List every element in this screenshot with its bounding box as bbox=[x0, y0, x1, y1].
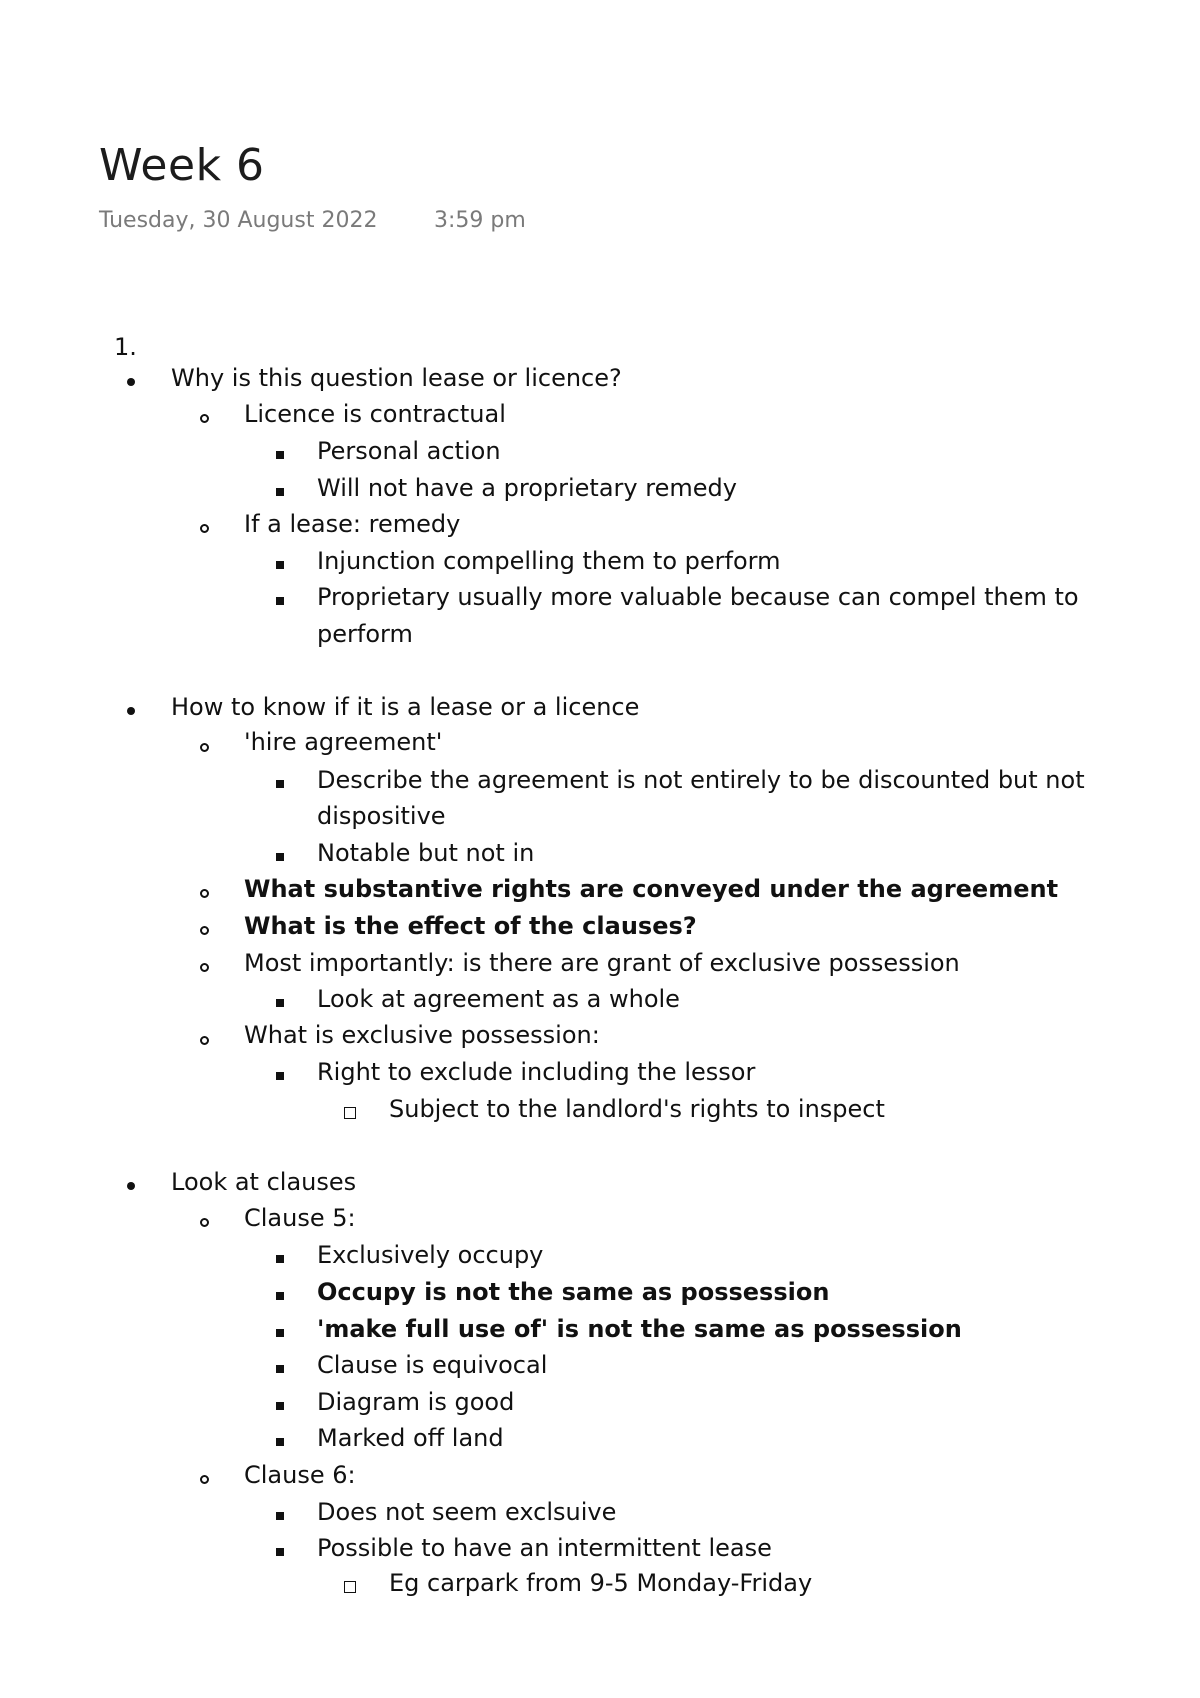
bullet-square-icon bbox=[276, 1548, 284, 1556]
bullet-circle-icon bbox=[200, 524, 209, 533]
list-item: Exclusively occupy bbox=[317, 1241, 544, 1269]
list-item: Eg carpark from 9-5 Monday-Friday bbox=[389, 1569, 813, 1597]
list-item: Describe the agreement is not entirely to be discounted but not bbox=[317, 766, 1085, 794]
bullet-circle-icon bbox=[200, 1218, 209, 1227]
bullet-circle-icon bbox=[200, 889, 209, 898]
list-item: Possible to have an intermittent lease bbox=[317, 1534, 772, 1562]
list-item: What is the effect of the clauses? bbox=[244, 912, 697, 940]
bullet-disc-icon bbox=[127, 707, 135, 715]
list-item-continuation: perform bbox=[317, 620, 413, 648]
bullet-circle-icon bbox=[200, 1036, 209, 1045]
list-item: Occupy is not the same as possession bbox=[317, 1278, 830, 1306]
bullet-disc-icon bbox=[127, 378, 135, 386]
bullet-square-icon bbox=[276, 1292, 284, 1300]
list-number: 1. bbox=[114, 333, 137, 361]
bullet-square-icon bbox=[276, 1365, 284, 1373]
list-item: Diagram is good bbox=[317, 1388, 515, 1416]
list-item: Clause 6: bbox=[244, 1461, 356, 1489]
bullet-square-icon bbox=[276, 1329, 284, 1337]
bullet-circle-icon bbox=[200, 926, 209, 935]
bullet-circle-icon bbox=[200, 743, 209, 752]
bullet-disc-icon bbox=[127, 1182, 135, 1190]
list-item: Clause is equivocal bbox=[317, 1351, 548, 1379]
list-item: Proprietary usually more valuable because can compel them to bbox=[317, 583, 1079, 611]
list-item: Clause 5: bbox=[244, 1204, 356, 1232]
bullet-circle-icon bbox=[200, 963, 209, 972]
list-item: Notable but not in bbox=[317, 839, 535, 867]
bullet-hollow-square-icon bbox=[344, 1581, 356, 1593]
list-item: What is exclusive possession: bbox=[244, 1021, 600, 1049]
bullet-square-icon bbox=[276, 1438, 284, 1446]
bullet-square-icon bbox=[276, 1512, 284, 1520]
list-item: Look at agreement as a whole bbox=[317, 985, 680, 1013]
list-item: Will not have a proprietary remedy bbox=[317, 474, 737, 502]
list-item: Why is this question lease or licence? bbox=[171, 364, 622, 392]
bullet-square-icon bbox=[276, 999, 284, 1007]
page-date: Tuesday, 30 August 2022 bbox=[99, 208, 378, 233]
bullet-square-icon bbox=[276, 853, 284, 861]
list-item: Marked off land bbox=[317, 1424, 504, 1452]
list-item: 'make full use of' is not the same as possession bbox=[317, 1315, 962, 1343]
bullet-square-icon bbox=[276, 561, 284, 569]
bullet-square-icon bbox=[276, 451, 284, 459]
list-item-continuation: dispositive bbox=[317, 802, 446, 830]
list-item: What substantive rights are conveyed under the agreement bbox=[244, 875, 1059, 903]
bullet-square-icon bbox=[276, 1255, 284, 1263]
bullet-square-icon bbox=[276, 780, 284, 788]
list-item: Does not seem exclsuive bbox=[317, 1498, 617, 1526]
list-item: Subject to the landlord's rights to inspect bbox=[389, 1095, 885, 1123]
list-item: If a lease: remedy bbox=[244, 510, 461, 538]
list-item: Most importantly: is there are grant of exclusive possession bbox=[244, 949, 960, 977]
bullet-circle-icon bbox=[200, 414, 209, 423]
bullet-square-icon bbox=[276, 488, 284, 496]
page-title: Week 6 bbox=[99, 140, 265, 191]
list-item: Personal action bbox=[317, 437, 501, 465]
bullet-square-icon bbox=[276, 1072, 284, 1080]
list-item: Look at clauses bbox=[171, 1168, 357, 1196]
list-item: Right to exclude including the lessor bbox=[317, 1058, 756, 1086]
bullet-circle-icon bbox=[200, 1475, 209, 1484]
page-time: 3:59 pm bbox=[434, 208, 526, 233]
list-item: How to know if it is a lease or a licence bbox=[171, 693, 640, 721]
bullet-square-icon bbox=[276, 1402, 284, 1410]
bullet-hollow-square-icon bbox=[344, 1107, 356, 1119]
list-item: Licence is contractual bbox=[244, 400, 506, 428]
list-item: Injunction compelling them to perform bbox=[317, 547, 781, 575]
bullet-square-icon bbox=[276, 597, 284, 605]
list-item: 'hire agreement' bbox=[244, 728, 443, 756]
